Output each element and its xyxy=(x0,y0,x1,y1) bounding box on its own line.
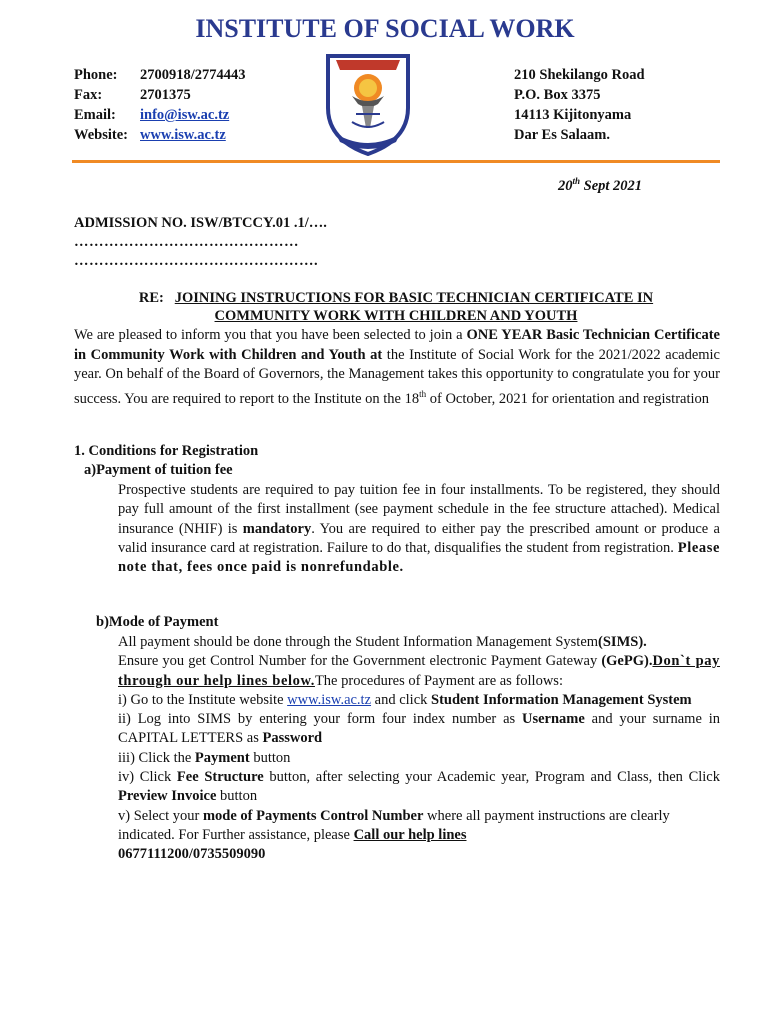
date-rest: Sept 2021 xyxy=(580,177,643,194)
step-2-text-2: and your surname in CAPITAL LETTERS as xyxy=(118,711,720,747)
email-link[interactable]: info@isw.ac.tz xyxy=(140,107,230,123)
step-4-fee-structure: Fee Structure xyxy=(176,769,264,786)
help-line-numbers xyxy=(118,845,720,864)
payment-gepg-text: Ensure you get Control Number for the Government electronic Payment Gateway xyxy=(118,653,602,670)
website-row xyxy=(74,125,246,145)
address-block xyxy=(514,65,645,145)
subsection-payment-heading: b)Mode of Payment xyxy=(96,614,219,630)
letter-date xyxy=(558,176,642,195)
step-4-text-3: button xyxy=(216,788,258,805)
step-5-text: v) Select your xyxy=(118,807,203,824)
subject-text-1: JOINING INSTRUCTIONS FOR BASIC TECHNICIAN CERTIFICATE IN xyxy=(174,290,654,306)
subject-text-2: COMMUNITY WORK WITH CHILDREN AND YOUTH xyxy=(214,308,578,324)
intro-program-name: ONE YEAR Basic Technician Certificate in Community Work with Children and Youth at xyxy=(74,327,720,363)
intro-sup: th xyxy=(419,388,427,399)
step-4-text: iv) Click xyxy=(118,769,177,786)
intro-text-1: We are pleased to inform you that you have been selected to join a xyxy=(74,327,467,343)
tuition-text-1: Prospective students are required to pay tuition fee in four installments. To be registered, they should pay full amount of the first installment (see payment schedule in the fee structure attached). Medical insurance (NHIF) is xyxy=(118,482,720,537)
step-4-preview-invoice: Preview Invoice xyxy=(118,788,217,805)
step-5-bold: mode of Payments Control Number xyxy=(202,807,424,824)
date-day: 20 xyxy=(558,177,573,194)
step-3-text-2: button xyxy=(249,749,291,766)
intro-paragraph xyxy=(74,326,720,409)
step-5 xyxy=(118,807,720,846)
subject-line-1 xyxy=(72,289,720,307)
subject-heading xyxy=(72,289,720,325)
address-line-box: P.O. Box 3375 xyxy=(514,87,601,103)
help-lines-label: Call our help lines xyxy=(353,826,467,843)
address-line-street: 210 Shekilango Road xyxy=(514,67,645,83)
address-line-area: 14113 Kijitonyama xyxy=(514,107,632,123)
tuition-nonrefundable-note: Please note that, fees once paid is nonrefundable. xyxy=(118,539,720,576)
date-suffix: th xyxy=(572,176,581,186)
address-line-city: Dar Es Salaam. xyxy=(514,127,611,143)
tuition-paragraph xyxy=(118,481,720,577)
step-1-text: i) Go to the Institute website xyxy=(118,691,288,708)
step-3-bold: Payment xyxy=(194,749,250,766)
step-1-text-2: and click xyxy=(371,691,432,708)
institute-logo xyxy=(322,48,414,156)
step-3 xyxy=(118,749,720,768)
tuition-mandatory: mandatory xyxy=(242,520,312,537)
payment-sims-line xyxy=(118,633,720,652)
header-divider xyxy=(72,160,720,163)
subsection-tuition-heading: a)Payment of tuition fee xyxy=(84,462,233,478)
fax-value: 2701375 xyxy=(140,87,191,103)
intro-text-2: the Institute of Social Work for the 2021/2022 academic year. On behalf of the Board of Governors, the Management takes this opportunity to congratulate you for your success. You are required to report to the Institute on the 18 xyxy=(74,346,720,407)
address-dots-2: …………………………………………. xyxy=(74,253,319,269)
step-1 xyxy=(118,691,720,710)
contact-block-left xyxy=(74,65,246,145)
intro-text-3: of October, 2021 for orientation and registration xyxy=(426,390,710,407)
admission-block xyxy=(74,214,327,271)
section-conditions-heading: 1. Conditions for Registration xyxy=(74,443,259,459)
email-label: Email: xyxy=(74,107,116,123)
phone-row xyxy=(74,65,246,85)
step-2 xyxy=(118,710,720,749)
step-5-text-2: where all payment instructions are clearly indicated. For Further assistance, please xyxy=(118,807,670,843)
step-1-bold: Student Information Management System xyxy=(431,691,692,708)
step-3-text: iii) Click the xyxy=(118,749,195,766)
address-dots-1: ……………………………………… xyxy=(74,234,299,250)
institute-website-link[interactable]: www.isw.ac.tz xyxy=(287,691,372,708)
step-2-password: Password xyxy=(262,730,323,747)
payment-sims-text: All payment should be done through the Student Information Management System xyxy=(118,634,599,650)
page-title: INSTITUTE OF SOCIAL WORK xyxy=(195,14,575,43)
fax-row xyxy=(74,85,246,105)
payment-sims-bold: (SIMS). xyxy=(598,634,647,650)
step-2-username: Username xyxy=(521,711,585,728)
help-line-phones: 0677111200/0735509090 xyxy=(118,846,266,863)
fax-label: Fax: xyxy=(74,87,103,103)
step-2-text: ii) Log into SIMS by entering your form four index number as xyxy=(118,711,522,728)
subject-prefix: RE: xyxy=(138,290,164,306)
phone-label: Phone: xyxy=(74,67,118,83)
payment-paragraph xyxy=(118,633,720,865)
payment-procedure-text: The procedures of Payment are as follows: xyxy=(314,672,563,689)
website-label: Website: xyxy=(74,127,128,143)
website-link[interactable]: www.isw.ac.tz xyxy=(140,127,226,143)
admission-number: ADMISSION NO. ISW/BTCCY.01 .1/…. xyxy=(74,215,327,231)
step-4-text-2: button, after selecting your Academic year, Program and Class, then Click xyxy=(263,769,720,786)
payment-gepg-line xyxy=(118,652,720,691)
step-4 xyxy=(118,768,720,807)
phone-value: 2700918/2774443 xyxy=(140,67,246,83)
payment-warning: Don`t pay through our help lines below. xyxy=(118,653,720,689)
tuition-text-2: . You are required to either pay the prescribed amount or produce a valid insurance card at registration. Failure to do that, disqualifies the student from registration. xyxy=(118,520,720,556)
payment-gepg-bold: (GePG). xyxy=(601,653,653,670)
email-row xyxy=(74,105,246,125)
